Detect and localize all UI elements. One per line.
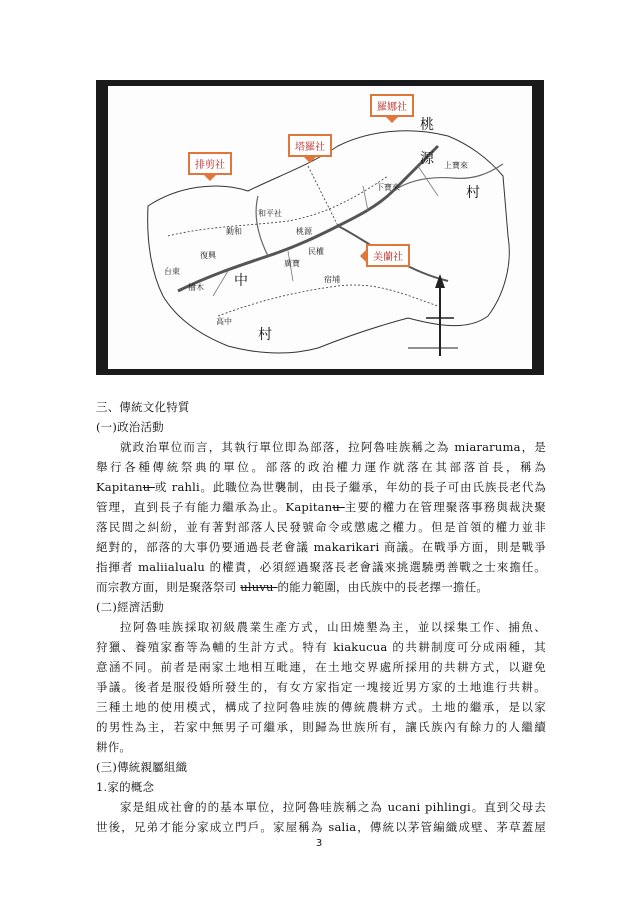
map-char-tao: 桃 <box>420 117 434 133</box>
callout-east: 美蘭社 <box>366 244 410 267</box>
paragraph-line: 絕對的，部落的大事仍要通過長老會議 makarikari 商議。在戰爭方面，則是戰爭 <box>96 540 546 554</box>
map-char-zhong: 中 <box>234 273 248 289</box>
paragraph-line: 世後，兄弟才能分家成立門戶。家屋稱為 salia，傳統以茅管編織成壁、茅草蓋屋 <box>96 820 546 834</box>
map-label: 廣寶 <box>284 259 300 268</box>
map-char-cun2: 村 <box>258 327 272 343</box>
paragraph-line: 三種土地的使用模式，構成了拉阿魯哇族的傳統農耕方式。土地的繼承，是以家 <box>96 700 546 714</box>
map-label: 勤和 <box>226 227 242 236</box>
callout-west: 排剪社 <box>188 152 232 175</box>
map-label: 檜木 <box>188 283 204 292</box>
map-label: 桃源 <box>296 227 312 236</box>
paragraph-line: 耕作。 <box>96 740 132 754</box>
map-label: 宿埔 <box>324 275 340 284</box>
paragraph-line: 管理，直到長子有能力繼承為止。Kapitanu 主要的權力在管理聚落事務與裁決聚 <box>96 500 546 514</box>
paragraph-line: 爭議。後者是服役婚所發生的，有女方家指定一塊接近男方家的土地進行共耕。 <box>96 680 546 694</box>
map-label: 下寶來 <box>376 183 400 192</box>
heading-economy: (二)經濟活動 <box>96 600 164 614</box>
map-label: 復興 <box>200 251 216 260</box>
heading-kinship: (三)傳統親屬組織 <box>96 760 188 774</box>
map-label: 上寶來 <box>444 161 468 170</box>
paragraph-line: 指揮者 maliialualu 的權責，必須經過聚落長老會議來挑選驍勇善戰之士來擔任。 <box>96 560 546 574</box>
map-canvas <box>108 86 532 369</box>
map-label: 台東 <box>164 267 180 276</box>
map-char-yuan: 源 <box>420 151 434 167</box>
subheading-family: 1.家的概念 <box>96 780 155 794</box>
map-label: 高中 <box>216 317 232 326</box>
map-drawing <box>108 86 532 369</box>
paragraph-line: 意涵不同。前者是兩家土地相互毗連，在土地交界處所採用的共耕方式，以避免 <box>96 660 546 674</box>
map-label: 和平社 <box>258 209 282 218</box>
callout-north: 羅娜社 <box>370 94 414 117</box>
paragraph-line: 落民間之糾紛，並有著對部落人民發號命令或懲處之權力。但是首領的權力並非 <box>96 520 546 534</box>
section-title: 三、傳統文化特質 <box>96 400 190 414</box>
map-char-cun: 村 <box>466 185 480 201</box>
paragraph-line: 家是組成社會的的基本單位，拉阿魯哇族稱之為 ucani pihlingi。直到父母去 <box>120 800 546 814</box>
page-number: 3 <box>315 838 323 849</box>
paragraph-line: 狩獵、養殖家畜等為輔的生計方式。特有 kiakucua 的共耕制度可分成兩種，其 <box>96 640 546 654</box>
paragraph-line: 而宗教方面，則是聚落祭司 uluvu 的能力範圍，由氏族中的長老擇一擔任。 <box>96 580 489 594</box>
paragraph-line: Kapitanu 或 rahli。此職位為世襲制，由長子繼承，年幼的長子可由氏族長老代為 <box>96 480 546 494</box>
callout-center: 塔羅社 <box>288 134 332 157</box>
paragraph-line: 拉阿魯哇族採取初級農業生產方式，山田燒墾為主，並以採集工作、捕魚、 <box>120 620 546 634</box>
paragraph-line: 就政治單位而言，其執行單位即為部落，拉阿魯哇族稱之為 miararuma，是 <box>120 440 546 454</box>
paragraph-line: 舉行各種傳統祭典的單位。部落的政治權力運作就落在其部落首長，稱為 <box>96 460 546 474</box>
heading-politics: (一)政治活動 <box>96 420 164 434</box>
paragraph-line: 的男性為主，若家中無男子可繼承，則歸為世族所有，讓氏族內有餘力的人繼續 <box>96 720 546 734</box>
map-label: 民權 <box>308 247 324 256</box>
map-figure <box>96 80 544 375</box>
